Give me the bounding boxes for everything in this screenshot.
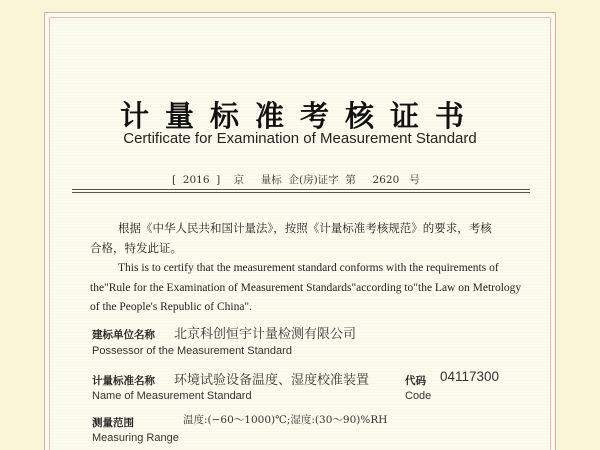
possessor-value: 北京科创恒宇计量检测有限公司: [174, 327, 357, 342]
statement-en: [90, 259, 530, 318]
code-value: 04117300: [440, 369, 500, 384]
code-label-en: Code: [405, 390, 432, 402]
certificate-title-cn: 计量标准考核证书: [119, 99, 480, 133]
possessor-label-en: Possessor of the Measurement Standard: [92, 345, 292, 357]
standard-name-value: 环境试验设备温度、湿度校准装置: [174, 373, 370, 388]
range-label-en: Measuring Range: [92, 432, 179, 444]
certificate-number-line: [ 2016 ] 京 量标 企(房)证字 第 2620 号: [172, 174, 420, 186]
range-label-cn: 测量范围: [92, 417, 134, 429]
statement-cn-line1: 根据《中华人民共和国计量法》，按照《计量标准考核规范》的要求，考核: [118, 221, 492, 235]
divider-line-bottom: [72, 192, 530, 193]
certificate-title-en: Certificate for Examination of Measurement Standard: [123, 130, 477, 147]
possessor-label-cn: 建标单位名称: [92, 329, 155, 341]
divider-line-top: [72, 189, 530, 190]
standard-name-label-cn: 计量标准名称: [92, 375, 155, 387]
standard-name-label-en: Name of Measurement Standard: [92, 390, 252, 402]
statement-cn-line2: 合格，特发此证。: [90, 241, 182, 255]
range-value: 温度:(−60～1000)℃;湿度:(30～90)%RH: [183, 414, 388, 426]
code-label-cn: 代码: [405, 375, 426, 387]
statement-en-text: This is to certify that the measurement standard conforms with the requirements of the"Rule for the Examination of Measurement Standards"according to"the Law on Metrology of the People's Republic of China".: [90, 262, 522, 313]
